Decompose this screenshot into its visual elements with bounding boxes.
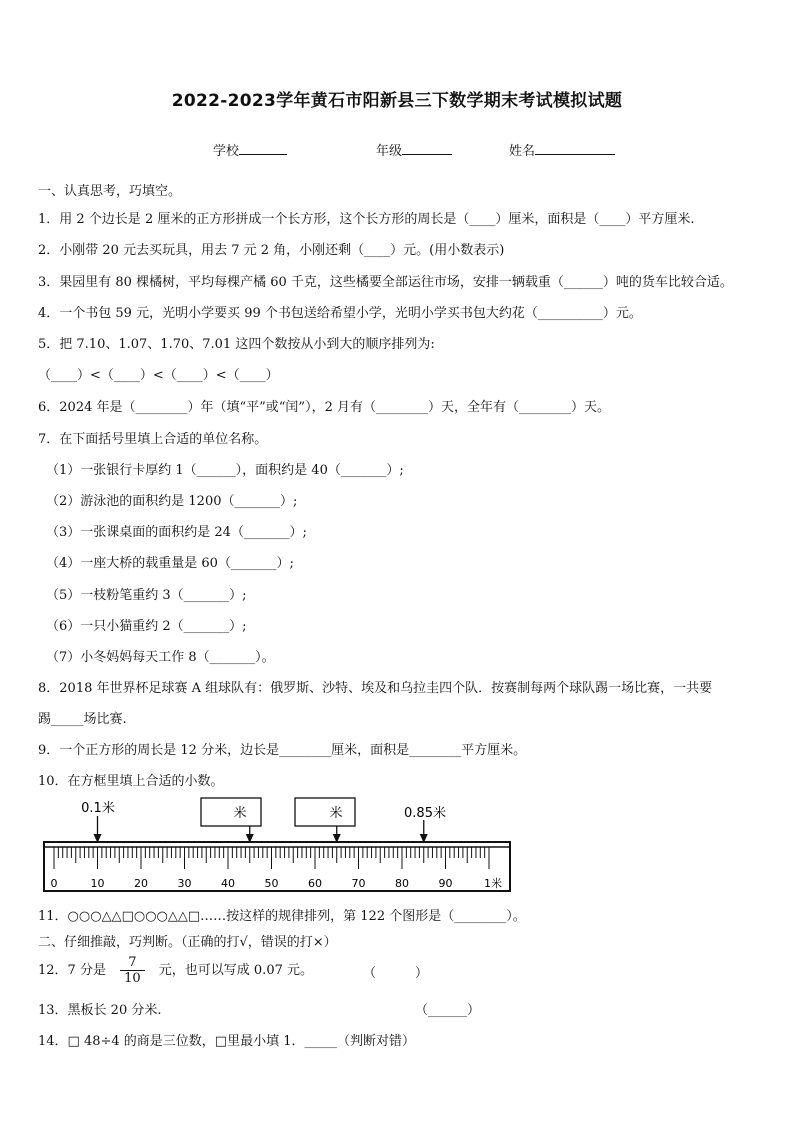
school-label: 学校 [213, 144, 240, 159]
page-title: 2022-2023学年黄石市阳新县三下数学期末考试模拟试题 [171, 91, 623, 111]
question-12-answer[interactable]: （ ） [363, 966, 429, 981]
question-7-item: （2）游泳池的面积约是 1200（_______）; [46, 494, 298, 509]
ruler-tick-label: 10 [90, 877, 105, 890]
question-7-item: （6）一只小猫重约 2（_______）; [46, 619, 247, 634]
question-11: 11．○○○△△□○○○△△□……按这样的规律排列，第 122 个图形是（________）。 [38, 909, 526, 924]
question-13: 13．黑板长 20 分米. [38, 1003, 162, 1018]
answer-box-1[interactable] [201, 798, 261, 826]
question-4: 4．一个书包 59 元，光明小学要买 99 个书包送给希望小学，光明小学买书包大约花（__________）元。 [38, 306, 642, 321]
ruler-tick-label: 20 [134, 877, 148, 890]
grade-label: 年级 [376, 144, 403, 159]
ruler-label-right: 0.85米 [404, 806, 446, 821]
ruler-tick-label: 60 [308, 877, 322, 890]
section-2-heading: 二、仔细推敲，巧判断。（正确的打√，错误的打×） [38, 935, 337, 950]
question-3: 3．果园里有 80 棵橘树，平均每棵产橘 60 千克，这些橘要全部运往市场，安排一辆载重（______）吨的货车比较合适。 [38, 275, 733, 290]
ruler-tick-label: 70 [351, 877, 366, 890]
ruler-tick-label: 0 [50, 877, 58, 890]
question-14: 14．□ 48÷4 的商是三位数，□里最小填 1．_____（判断对错） [38, 1034, 415, 1049]
fraction [120, 955, 145, 986]
question-7: 7．在下面括号里填上合适的单位名称。 [38, 432, 268, 447]
question-12 [38, 955, 313, 986]
question-7-item: （1）一张银行卡厚约 1（______），面积约是 40（_______）; [46, 463, 404, 478]
ruler-tick-label: 1米 [484, 877, 502, 890]
question-9: 9．一个正方形的周长是 12 分米，边长是________厘米，面积是________平方厘米。 [38, 743, 527, 758]
ruler-tick-label: 80 [395, 877, 409, 890]
question-12-prefix: 12．7 分是 [38, 963, 106, 978]
question-7-item: （7）小冬妈妈每天工作 8（_______）。 [46, 650, 275, 665]
question-13-answer[interactable]: （______） [415, 1003, 481, 1018]
question-10: 10．在方框里填上合适的小数。 [38, 774, 224, 789]
ruler-tick-label: 40 [221, 877, 235, 890]
question-5-blanks: （____）<（____）<（____）<（____） [38, 368, 279, 383]
fraction-numerator: 7 [120, 955, 145, 971]
question-6: 6．2024 年是（________）年（填“平”或“闰”），2 月有（________）天，全年有（________）天。 [38, 400, 610, 415]
question-12-suffix: 元，也可以写成 0.07 元。 [158, 963, 313, 978]
ruler-label-left: 0.1米 [81, 801, 115, 816]
name-label: 姓名 [509, 144, 536, 159]
answer-box-1-unit: 米 [233, 806, 247, 821]
question-1: 1．用 2 个边长是 2 厘米的正方形拼成一个长方形，这个长方形的周长是（____）厘米，面积是（____）平方厘米. [38, 212, 695, 227]
answer-box-2-unit: 米 [329, 806, 343, 821]
question-2: 2．小刚带 20 元去买玩具，用去 7 元 2 角，小刚还剩（____）元。(用小数表示) [38, 243, 505, 258]
question-8-line-1: 8．2018 年世界杯足球赛 A 组球队有：俄罗斯、沙特、埃及和乌拉圭四个队．按赛制每两个球队踢一场比赛，一共要 [38, 681, 713, 696]
answer-box-2[interactable] [295, 798, 355, 826]
question-7-item: （3）一张课桌面的面积约是 24（_______）; [46, 525, 307, 540]
question-5: 5．把 7.10、1.07、1.70、7.01 这四个数按从小到大的顺序排列为: [38, 337, 435, 352]
ruler-tick-label: 90 [438, 877, 453, 890]
ruler-tick-label: 30 [177, 877, 192, 890]
ruler-tick-label: 50 [264, 877, 279, 890]
question-7-item: （5）一枝粉笔重约 3（_______）; [46, 588, 247, 603]
question-7-item: （4）一座大桥的载重量是 60（_______）; [46, 556, 294, 571]
fraction-denominator: 10 [124, 971, 141, 986]
question-8-line-2: 踢_____场比赛. [38, 712, 127, 727]
section-1-heading: 一、认真思考，巧填空。 [38, 184, 182, 199]
